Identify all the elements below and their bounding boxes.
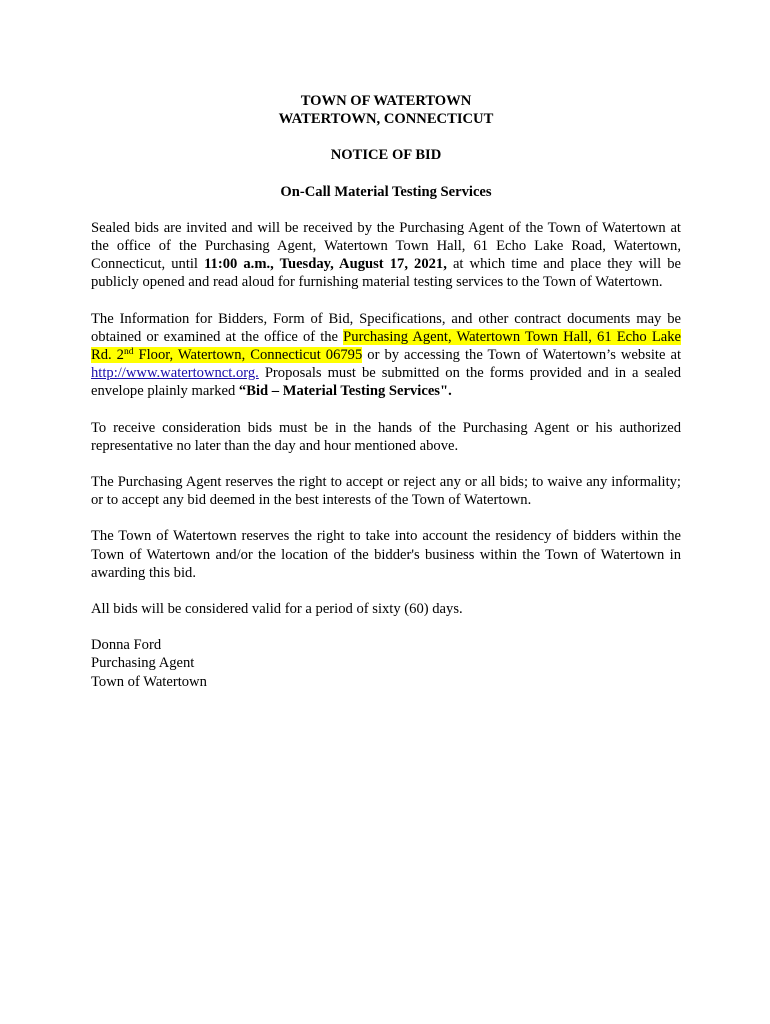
paragraph-invitation <box>91 219 681 292</box>
office-address-part2: Floor, Watertown, Connecticut 06795 <box>133 347 363 364</box>
documents-text-end: Proposals must be submitted on the forms provided and in a sealed envelope plainly marked <box>91 365 681 400</box>
invitation-text-end: at which time and place they will be publicly opened and read aloud for furnishing material testing services to the Town of Watertown. <box>91 256 681 291</box>
paragraph-validity: All bids will be considered valid for a period of sixty (60) days. <box>91 601 463 618</box>
documents-text: The Information for Bidders, Form of Bid, Specifications, and other contract documents may be obtained or examined at the office of the <box>91 310 681 345</box>
notice-subject: On-Call Material Testing Services <box>280 183 492 200</box>
paragraph-residency: The Town of Watertown reserves the right to take into account the residency of bidders within the Town of Watertown and/or the location of the bidder's business within the Town of Watertown in awarding this bid. <box>91 528 681 581</box>
floor-ordinal: nd <box>123 347 134 358</box>
signatory-name: Donna Ford <box>91 637 162 654</box>
notice-body <box>91 92 681 691</box>
town-website-link[interactable]: http://www.watertownct.org. <box>91 365 259 382</box>
paragraph-consideration: To receive consideration bids must be in the hands of the Purchasing Agent or his authorized representative no later than the day and hour mentioned above. <box>91 419 681 454</box>
signatory-org: Town of Watertown <box>91 673 207 690</box>
invitation-text: Sealed bids are invited and will be received by the Purchasing Agent of the Town of Watertown at the office of the Purchasing Agent, Watertown Town Hall, 61 Echo Lake Road, Watertown, Connecticut, until <box>91 219 681 273</box>
org-location-line: WATERTOWN, CONNECTICUT <box>278 111 494 128</box>
notice-title: NOTICE OF BID <box>330 147 442 164</box>
documents-text-mid: or by accessing the Town of Watertown’s website at <box>362 347 681 364</box>
paragraph-rights: The Purchasing Agent reserves the right to accept or reject any or all bids; to waive any informality; or to accept any bid deemed in the best interests of the Town of Watertown. <box>91 474 681 509</box>
signature-block <box>91 636 681 691</box>
bid-deadline: 11:00 a.m., Tuesday, August 17, 2021, <box>204 256 447 273</box>
office-address-part1: Purchasing Agent, Watertown Town Hall, 61 Echo Lake Rd. 2 <box>91 328 681 364</box>
envelope-marking: “Bid – Material Testing Services". <box>238 383 452 400</box>
paragraph-documents <box>91 310 681 401</box>
signatory-title: Purchasing Agent <box>91 655 195 672</box>
org-name-line: TOWN OF WATERTOWN <box>300 93 472 109</box>
